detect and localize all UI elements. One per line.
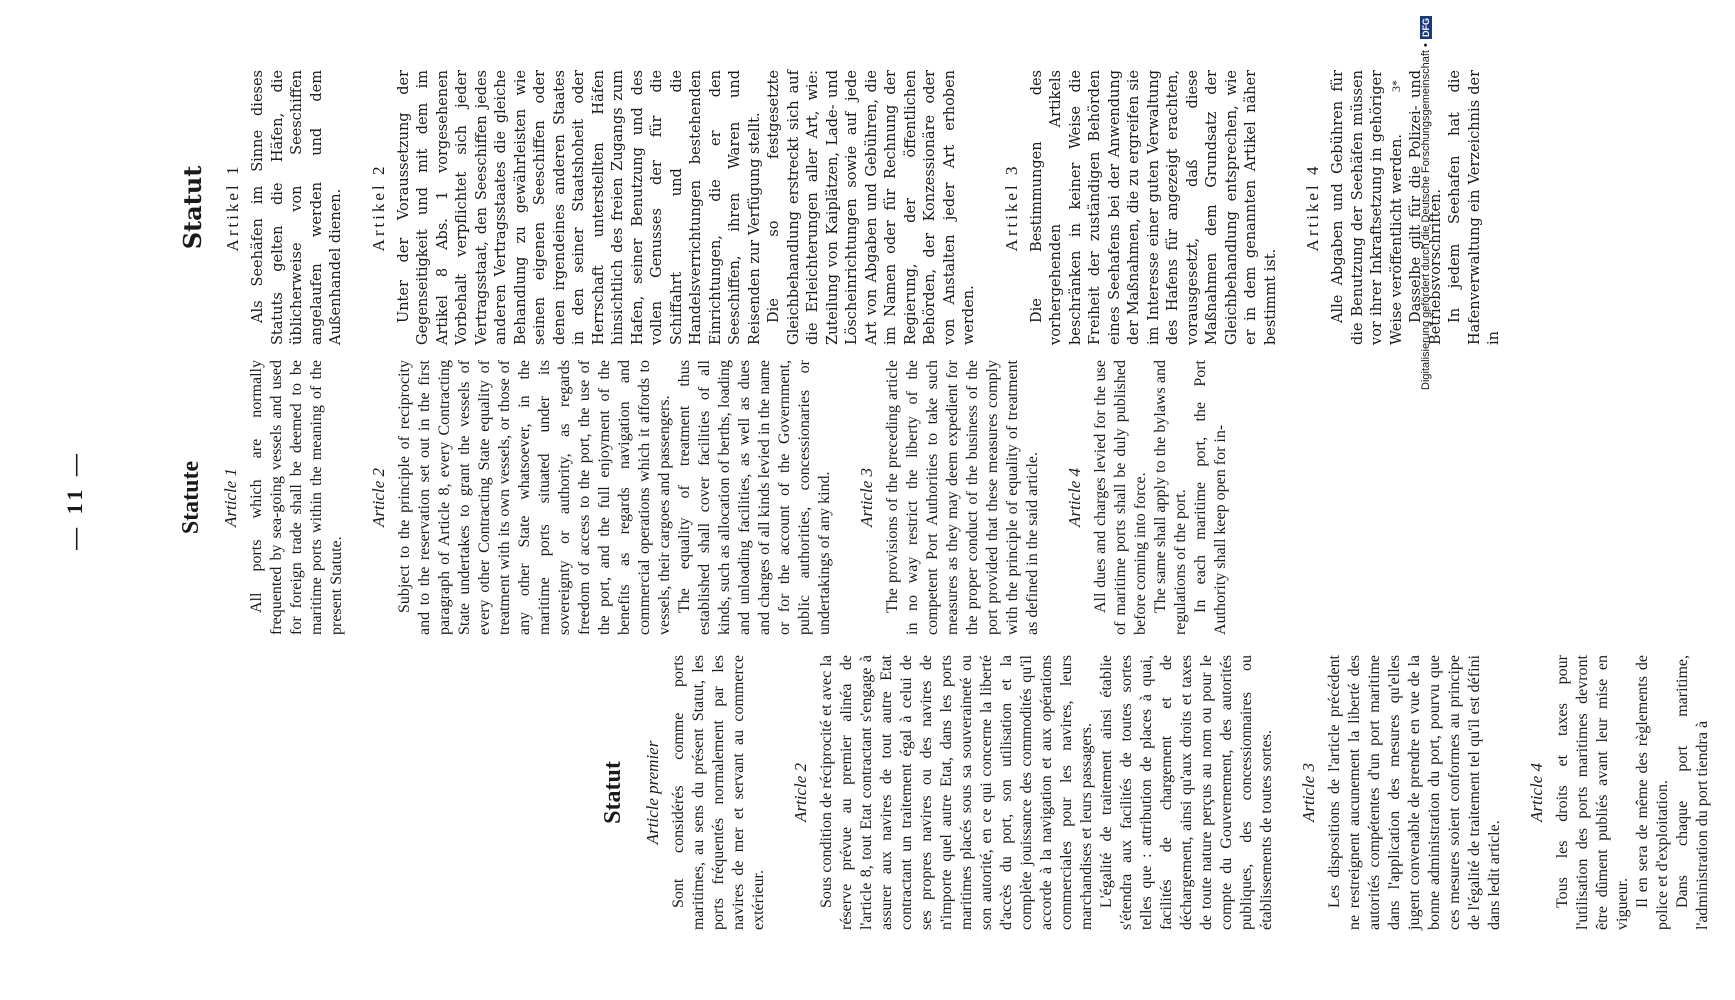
column-title-german: Statut xyxy=(178,165,207,250)
article-paragraph: L'égalité de traitement ainsi établie s'étendra aux facilités de toutes sortes telles que : attribution de places à quai, facilités de chargement et de déchargement, ainsi qu'aux droits et taxes de toute nature perçus au nom ou pour le compte du Gouvernement, des autorités publiques, des concessionnaires ou établissements de toutes sortes. xyxy=(1098,655,1275,930)
article-paragraph: Unter der Voraussetzung der Gegenseitigkeit und mit dem im Artikel 8 Abs. 1 vorgesehenen Vorbehalt verpflichtet sich jeder Vertragsstaat, den Seeschiffen jedes anderen Vertragsstaates die gleiche Behandlung zu gewährleisten wie seinen eigenen Seeschiffen oder denen irgendeines anderen Staates in den seiner Staatshoheit oder Herrschaft unterstellten Häfen hinsichtlich des freien Zugangs zum Hafen, seiner Benutzung und des vollen Genusses der für die Schiffahrt und die Handelsverrichtungen bestehenden Einrichtungen, die er den Seeschiffen, ihren Waren und Reisenden zur Verfügung stellt. xyxy=(395,70,763,345)
column-french xyxy=(600,655,1735,930)
article-english-2 xyxy=(369,360,835,635)
article-german-1 xyxy=(223,70,347,345)
signature-mark: 3* xyxy=(1389,80,1403,92)
article-heading: Article 2 xyxy=(369,468,388,528)
article-german-2 xyxy=(369,70,980,345)
digitization-credit xyxy=(1420,10,1432,390)
article-paragraph: Il en sera de même des règlements de police et d'exploitation. xyxy=(1634,655,1671,930)
article-paragraph: The same shall apply to the bylaws and regulations of the port. xyxy=(1152,360,1189,635)
article-english-3 xyxy=(857,360,1043,635)
article-paragraph: All ports which are normally frequented by sea-going vessels and used for foreign trade shall be deemed to be maritime ports within the meaning of the present Statute. xyxy=(248,360,345,635)
article-english-1 xyxy=(221,360,347,635)
credit-text: Digitalisierung gefördert durch die Deutsche Forschungsgemeinschaft • xyxy=(1420,43,1432,390)
article-heading: Artikel 2 xyxy=(368,163,388,252)
article-heading: Article 3 xyxy=(1299,763,1318,823)
article-heading: Article 2 xyxy=(791,763,810,823)
article-paragraph: Dans chaque port maritime, l'administration du port tiendra à xyxy=(1674,655,1711,930)
article-heading: Artikel 1 xyxy=(223,163,242,252)
article-english-4 xyxy=(1065,360,1231,635)
article-heading: Article 1 xyxy=(221,468,240,528)
column-title-french: Statut xyxy=(600,761,626,824)
article-paragraph: The provisions of the preceding article in no way restrict the liberty of the competent Port Authorities to take such measures as they may deem expedient for the proper conduct of the business of the port provided that these measures comply with the principle of equality of treatment as defined in the said article. xyxy=(884,360,1041,635)
article-french-4 xyxy=(1527,655,1713,930)
article-heading: Article 4 xyxy=(1527,763,1546,823)
article-paragraph: Dasselbe gilt für die Polizei- und Betriebsvorschriften. xyxy=(1408,70,1444,345)
article-paragraph: The equality of treatment thus established shall cover facilities of all kinds, such as allocation of berths, loading and unloading facilities, as well as dues and charges of all kinds levied in the name or for the account of the Government, public authorities, concessionaries or undertakings of any kind. xyxy=(676,360,833,635)
column-german xyxy=(178,70,1527,345)
article-german-4 xyxy=(1303,70,1505,345)
article-paragraph: Subject to the principle of reciprocity and to the reservation set out in the first paragraph of Article 8, every Contracting State undertakes to grant the vessels of every other Contracting State equality of treatment with its own vessels, or those of any other State whatsoever, in the maritime ports situated under its sovereignty or authority, as regards freedom of access to the port, the use of the port, and the full enjoyment of the benefits as regards navigation and commercial operations which it affords to vessels, their cargoes and passengers. xyxy=(396,360,673,635)
article-paragraph: Die so festgesetzte Gleichbehandlung erstreckt sich auf die Erleichterungen aller Art, wie: Zuteilung von Kaiplätzen, Lade- und Löscheinrichtungen sowie auf jede Art von Abgaben und Gebühren, die im Namen oder für Rechnung der Regierung, der öffentlichen Behörden, der Konzessionäre oder von Anstalten jeder Art erhoben werden. xyxy=(766,70,977,345)
article-german-3 xyxy=(1002,70,1282,345)
article-heading: Article premier xyxy=(643,740,662,845)
article-paragraph: Als Seehäfen im Sinne dieses Statuts gelten die Häfen, die üblicherweise von Seeschiffen angelaufen werden und dem Außenhandel dienen. xyxy=(250,70,344,345)
article-french-1 xyxy=(643,655,769,930)
column-title-english: Statute xyxy=(178,460,204,535)
article-paragraph: Sont considérés comme ports maritimes, au sens du présent Statut, les ports fréquentés normalement par les navires de mer et servant au commerce extérieur. xyxy=(670,655,767,930)
article-paragraph: Die Bestimmungen des vorhergehenden Artikels beschränken in keiner Weise die Freiheit der zuständigen Behörden eines Seehafens bei der Anwendung der Maßnahmen, die zu ergreifen sie im Interesse einer guten Verwaltung des Hafens für angezeigt erachten, vorausgesetzt, daß diese Maßnahmen dem Grundsatz der Gleichbehandlung entsprechen, wie er in dem genannten Artikel näher bestimmt ist. xyxy=(1028,70,1279,345)
article-paragraph: Les dispositions de l'article précédent ne restreignent aucunement la liberté des autorités compétentes d'un port maritime dans l'application des mesures qu'elles jugent convenable de prendre en vue de la bonne administration du port, pourvu que ces mesures soient conformes au principe de l'égalité de traitement tel qu'il est défini dans ledit article. xyxy=(1326,655,1503,930)
article-french-2 xyxy=(791,655,1277,930)
article-paragraph: In jedem Seehafen hat die Hafenverwaltung ein Verzeichnis der in xyxy=(1447,70,1502,345)
article-french-3 xyxy=(1299,655,1505,930)
article-heading: Artikel 3 xyxy=(1001,163,1021,252)
article-heading: Article 3 xyxy=(857,468,876,528)
page-number: — 11 — xyxy=(62,450,87,550)
article-paragraph: Sous condition de réciprocité et avec la réserve prévue au premier alinéa de l'article 8, tout Etat contractant s'engage à assurer aux navires de tout autre Etat contractant un traitement égal à celui de ses propres navires ou des navires de n'importe quel autre Etat, dans les ports maritimes placés sous sa souveraineté ou son autorité, en ce qui concerne la liberté d'accès du port, son utilisation et la complète jouissance des commodités qu'il accorde à la navigation et aux opérations commerciales pour les navires, leurs marchandises et leurs passagers. xyxy=(818,655,1095,930)
article-heading: Artikel 4 xyxy=(1303,163,1322,252)
article-paragraph: Alle Abgaben und Gebühren für die Benutzung der Seehäfen müssen vor ihrer Inkraftsetzung in gehöriger Weise veröffentlicht werden. xyxy=(1330,70,1405,345)
article-paragraph: All dues and charges levied for the use of maritime ports shall be duly published before coming into force. xyxy=(1092,360,1149,635)
article-heading: Article 4 xyxy=(1065,468,1084,528)
article-paragraph: In each maritime port, the Port Authority shall keep open for in- xyxy=(1192,360,1229,635)
article-paragraph: Tous les droits et taxes pour l'utilisation des ports maritimes devront être dûment publiés avant leur mise en vigueur. xyxy=(1554,655,1631,930)
column-english xyxy=(178,360,1253,635)
dfg-logo-icon: DFG xyxy=(1421,18,1431,38)
